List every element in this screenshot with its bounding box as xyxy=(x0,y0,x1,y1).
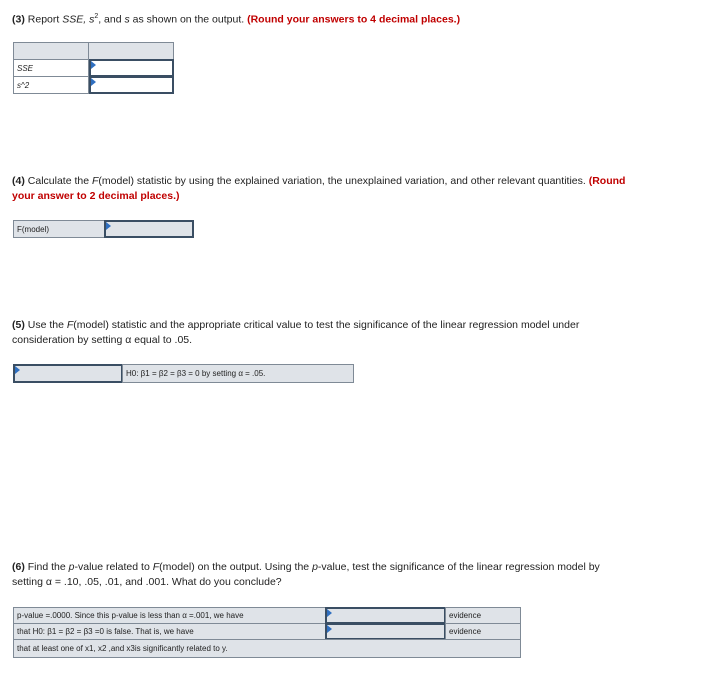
q6-row-suffix: evidence xyxy=(445,607,521,624)
q6-evidence-select-1[interactable] xyxy=(325,607,446,624)
question-5-prompt: (5) Use the F(model) statistic and the appropriate critical value to test the significance of the linear regression model under consideration by setting α equal to .05. xyxy=(12,319,580,346)
answer-flag-icon xyxy=(15,366,20,374)
q6-row-text: that H0: β1 = β2 = β3 =0 is false. That is, we have xyxy=(13,623,326,640)
answer-flag-icon xyxy=(327,609,332,617)
answer-flag-icon xyxy=(91,78,96,86)
question-4-prompt: (4) Calculate the F(model) statistic by using the explained variation, the unexplained variation, and other relevant quantities. (Round your answer to 2 decimal places.) xyxy=(12,175,626,202)
answer-flag-icon xyxy=(327,625,332,633)
q6-row-text: that at least one of x1, x2 ,and x3is significantly related to y. xyxy=(13,639,521,658)
f-model-label: F(model) xyxy=(13,220,106,238)
q5-statement: H0: β1 = β2 = β3 = 0 by setting α = .05. xyxy=(122,364,354,383)
s2-input[interactable] xyxy=(89,76,174,94)
q6-evidence-select-2[interactable] xyxy=(325,623,446,640)
s2-label: s^2 xyxy=(13,76,89,94)
sse-input[interactable] xyxy=(89,59,174,77)
question-3-prompt: (3) Report SSE, $s^2$, and s as shown on the output. (Round your answers to 4 decimal places.) xyxy=(12,13,461,26)
sse-label: SSE xyxy=(13,59,89,77)
question-6-prompt: (6) Find the p-value related to F(model) on the output. Using the p-value, test the significance of the linear regression model by setting α = .10, .05, .01, and .001. What do you conclude? xyxy=(12,561,600,588)
q3-header-cell xyxy=(88,42,174,60)
answer-flag-icon xyxy=(106,222,111,230)
q6-row-text: p-value =.0000. Since this p-value is less than α =.001, we have xyxy=(13,607,326,624)
q5-decision-select[interactable] xyxy=(13,364,123,383)
answer-flag-icon xyxy=(91,61,96,69)
f-model-input[interactable] xyxy=(104,220,194,238)
q6-row-suffix: evidence xyxy=(445,623,521,640)
q3-header-cell xyxy=(13,42,89,60)
round-instruction: (Round your answers to 4 decimal places.) xyxy=(247,13,461,26)
